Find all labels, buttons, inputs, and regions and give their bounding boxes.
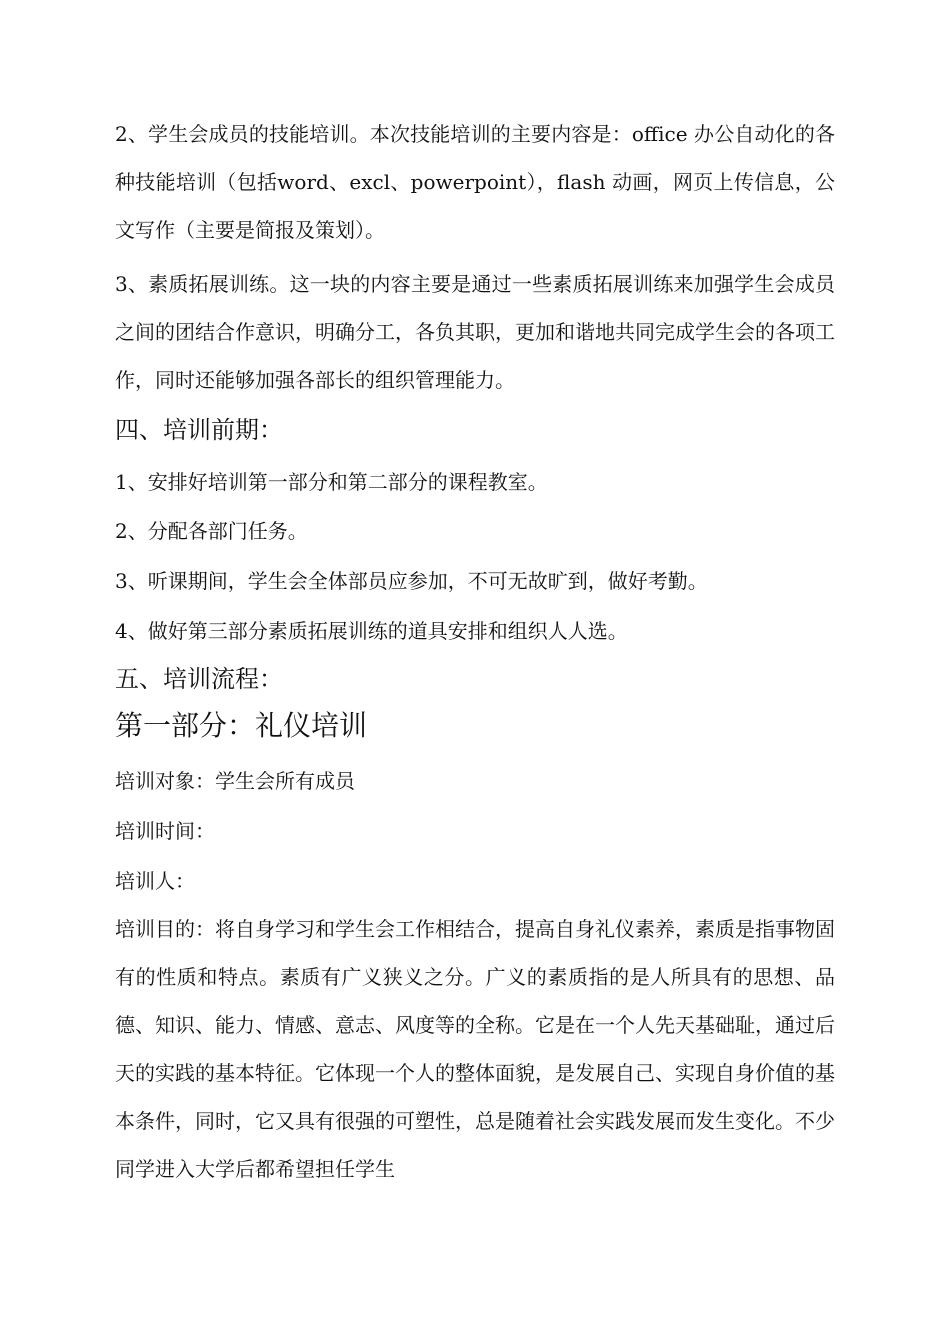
paragraph-skills-training: 2、学生会成员的技能培训。本次技能培训的主要内容是：office 办公自动化的各种技能培训（包括word、excl、powerpoint），flash 动画，网页上传信息，公文写作（主要是简报及策划）。 <box>115 122 835 242</box>
list-item: 4、做好第三部分素质拓展训练的道具安排和组织人人选。 <box>115 619 628 643</box>
section-heading-training-process: 五、培训流程： <box>115 665 283 693</box>
training-time: 培训时间： <box>115 819 215 843</box>
training-target: 培训对象：学生会所有成员 <box>115 769 355 793</box>
training-trainer: 培训人： <box>115 869 195 893</box>
part-heading-etiquette: 第一部分：礼仪培训 <box>115 709 368 742</box>
list-item: 1、安排好培训第一部分和第二部分的课程教室。 <box>115 470 548 494</box>
training-purpose: 培训目的：将自身学习和学生会工作相结合，提高自身礼仪素养，素质是指事物固有的性质和特点。素质有广义狭义之分。广义的素质指的是人所具有的思想、品德、知识、能力、情感、意志、风度等的全称。它是在一个人先天基础耻，通过后天的实践的基本特征。它体现一个人的整体面貌，是发展自己、实现自身价值的基本条件，同时，它又具有很强的可塑性，总是随着社会实践发展而发生变化。不少同学进入大学后都希望担任学生 <box>115 917 835 1181</box>
list-item: 2、分配各部门任务。 <box>115 519 308 543</box>
list-item: 3、听课期间，学生会全体部员应参加，不可无故旷到，做好考勤。 <box>115 569 708 593</box>
paragraph-quality-training: 3、素质拓展训练。这一块的内容主要是通过一些素质拓展训练来加强学生会成员之间的团结合作意识，明确分工，各负其职，更加和谐地共同完成学生会的各项工作，同时还能够加强各部长的组织管理能力。 <box>115 272 835 392</box>
section-heading-pre-training: 四、培训前期： <box>115 416 283 444</box>
